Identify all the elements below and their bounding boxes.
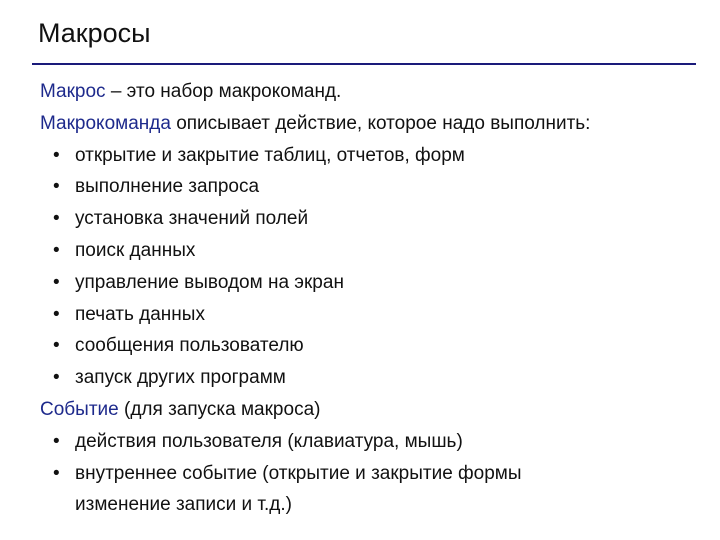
command-definition xyxy=(40,108,710,140)
command-definition-text: описывает действие, которое надо выполнить: xyxy=(170,112,591,134)
bullet-icon: • xyxy=(53,144,60,166)
list-item-continuation: изменение записи и т.д.) xyxy=(75,494,292,516)
list-item-text: установка значений полей xyxy=(75,208,309,230)
list-item xyxy=(40,458,710,490)
event-definition xyxy=(40,394,710,426)
event-definition-text: (для запуска макроса) xyxy=(118,398,321,420)
list-item xyxy=(40,426,710,458)
list-item-text: запуск других программ xyxy=(75,367,286,389)
list-item xyxy=(40,267,710,299)
list-item xyxy=(40,171,710,203)
event-term: Событие xyxy=(40,398,119,420)
list-item-text: выполнение запроса xyxy=(75,176,260,198)
command-term: Макрокоманда xyxy=(40,112,171,134)
slide-body xyxy=(40,76,710,521)
bullet-icon: • xyxy=(53,208,60,230)
bullet-icon: • xyxy=(53,239,60,261)
macro-term: Макрос xyxy=(40,81,106,102)
macro-definition xyxy=(40,76,710,108)
bullet-icon: • xyxy=(53,462,60,484)
list-item-text: печать данных xyxy=(75,303,205,325)
list-item xyxy=(40,140,710,172)
list-item-text: поиск данных xyxy=(75,239,196,261)
list-item-text: открытие и закрытие таблиц, отчетов, форм xyxy=(75,144,465,166)
list-item xyxy=(40,299,710,331)
title-divider xyxy=(32,63,696,65)
list-item xyxy=(40,362,710,394)
bullet-icon: • xyxy=(53,303,60,325)
list-item-text: сообщения пользователю xyxy=(75,335,304,357)
macro-definition-text: – это набор макрокоманд. xyxy=(105,81,342,102)
slide-title: Макросы xyxy=(38,18,151,48)
bullet-icon: • xyxy=(53,430,60,452)
bullet-icon: • xyxy=(53,271,60,293)
bullet-icon: • xyxy=(53,335,60,357)
list-item-text: управление выводом на экран xyxy=(75,271,344,293)
bullet-icon: • xyxy=(53,176,60,198)
list-item-text: действия пользователя (клавиатура, мышь) xyxy=(75,430,463,452)
bullet-icon: • xyxy=(53,367,60,389)
list-item-text: внутреннее событие (открытие и закрытие формы xyxy=(75,462,522,484)
list-item xyxy=(40,330,710,362)
list-item xyxy=(40,203,710,235)
list-item xyxy=(40,235,710,267)
